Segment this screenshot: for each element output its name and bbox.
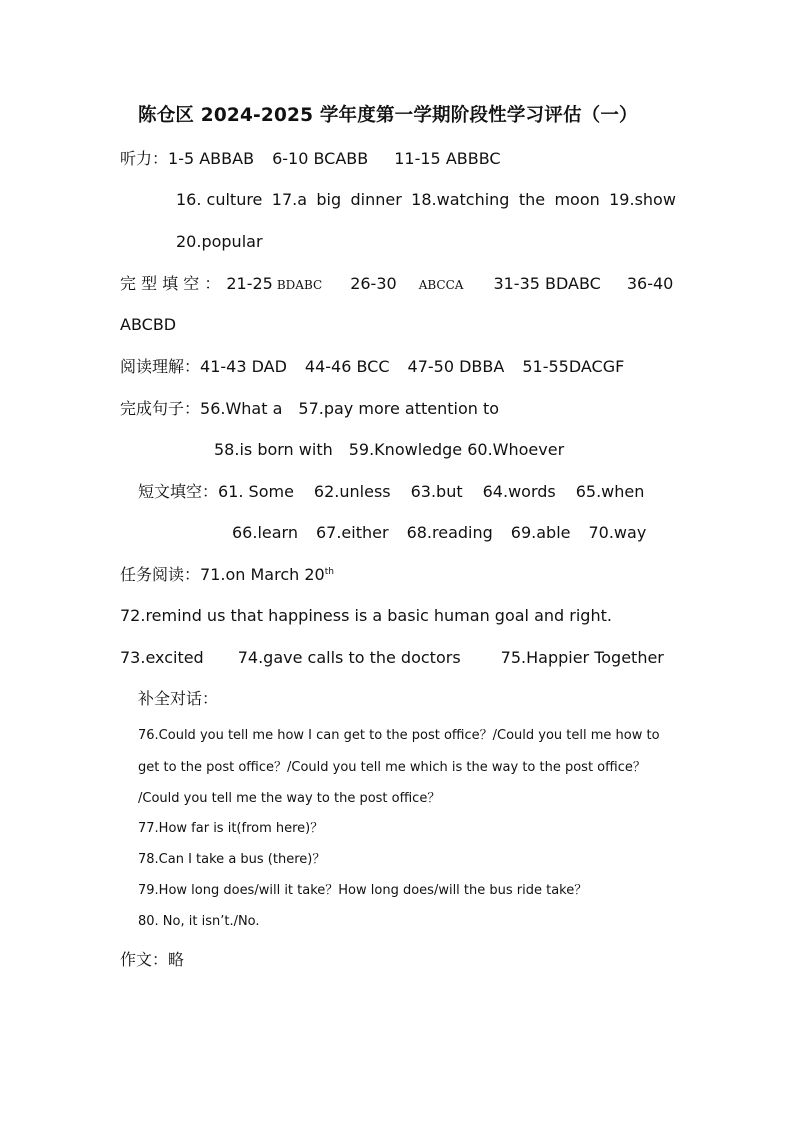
gapfill-label: 短文填空： [138,482,219,501]
cloze-line-1 [120,274,673,295]
cloze-answer-36-40: ABCBD [120,315,177,334]
listening-answer-1-5: 1-5 ABBAB [168,149,255,168]
reading-answer-44-46: 44-46 BCC [304,357,390,376]
gapfill-answer: 70.way [588,523,647,542]
gapfill-answer: 66.learn [232,523,298,542]
dialogue-answer-76-line-2: get to the post office？/Could you tell me which is the way to the post office？ [138,760,646,775]
task-answer-74: 74.gave calls to the doctors [237,648,461,667]
sentence-answer-56: 56.What a [200,399,283,418]
gapfill-answer: 68.reading [406,523,493,542]
task-label: 任务阅读： [120,565,201,584]
reading-label: 阅读理解： [120,357,201,376]
gapfill-answer: 67.either [315,523,389,542]
dialogue-answer-79: 79.How long does/will it take？How long does/will the bus ride take？ [138,883,588,898]
task-answer-73: 73.excited [120,648,204,667]
dialogue-answer-80: 80. No, it isn’t./No. [138,914,260,929]
gapfill-answer: 64.words [482,482,556,501]
essay-line: 作文：略 [120,950,185,969]
task-line-1 [120,565,334,585]
gapfill-line-1 [138,482,644,502]
dialogue-answer-76-line-1: 76.Could you tell me how I can get to the post office？/Could you tell me how to [138,728,660,743]
reading-answer-51-55: 51-55DACGF [522,357,625,376]
gapfill-answer: 69.able [510,523,571,542]
reading-line [120,357,624,377]
gapfill-line-2 [232,523,646,543]
task-answer-71: 71.on March 20 [200,565,325,584]
task-answer-72: 72.remind us that happiness is a basic human goal and right. [120,606,612,625]
listening-line-2 [176,190,676,210]
dialogue-label: 补全对话： [138,689,219,708]
reading-answer-47-50: 47-50 DBBA [407,357,505,376]
listening-item: 18.watching [411,190,510,209]
cloze-answer-26-30: ABCCA [418,278,464,292]
dialogue-answer-78: 78.Can I take a bus (there)？ [138,852,326,867]
listening-answer-11-15: 11-15 ABBBC [394,149,501,168]
listening-item: moon [554,190,600,209]
cloze-answer-31-35: 31-35 BDABC [493,274,601,293]
listening-item: the [518,190,546,209]
dialogue-answer-77: 77.How far is it(from here)？ [138,821,324,836]
listening-item: dinner [350,190,402,209]
page-title: 陈仓区 2024-2025 学年度第一学期阶段性学习评估（一） [138,105,638,126]
cloze-range-21-25: 21-25 [226,274,273,293]
sentences-line-2 [214,440,564,460]
reading-answer-41-43: 41-43 DAD [200,357,287,376]
listening-item: 16. culture [176,190,263,209]
gapfill-answer: 65.when [575,482,645,501]
cloze-range-26-30: 26-30 [350,274,397,293]
task-line-3 [120,648,664,668]
listening-item: 17.a [271,190,308,209]
dialogue-answer-76-line-3: /Could you tell me the way to the post office？ [138,791,441,806]
sentences-line-1 [120,399,499,419]
cloze-answer-21-25: BDABC [276,278,323,292]
sentences-label: 完成句子： [120,399,201,418]
task-answer-71-suffix: th [324,567,334,577]
listening-label: 听力： [120,149,169,168]
listening-line-3: 20.popular [176,232,263,251]
cloze-label: 完 型 填 空 ： [120,274,221,293]
listening-line-1 [120,149,501,169]
sentence-answer-58: 58.is born with [214,440,333,459]
listening-answer-6-10: 6-10 BCABB [272,149,369,168]
sentence-answer-59-60: 59.Knowledge 60.Whoever [348,440,565,459]
task-answer-75: 75.Happier Together [500,648,664,667]
listening-item: big [316,190,342,209]
sentence-answer-57: 57.pay more attention to [298,399,500,418]
gapfill-answer: 63.but [410,482,463,501]
cloze-range-36-40: 36-40 [626,274,674,293]
gapfill-answer: 61. Some [218,482,294,501]
listening-item: 19.show [609,190,676,209]
gapfill-answer: 62.unless [313,482,391,501]
